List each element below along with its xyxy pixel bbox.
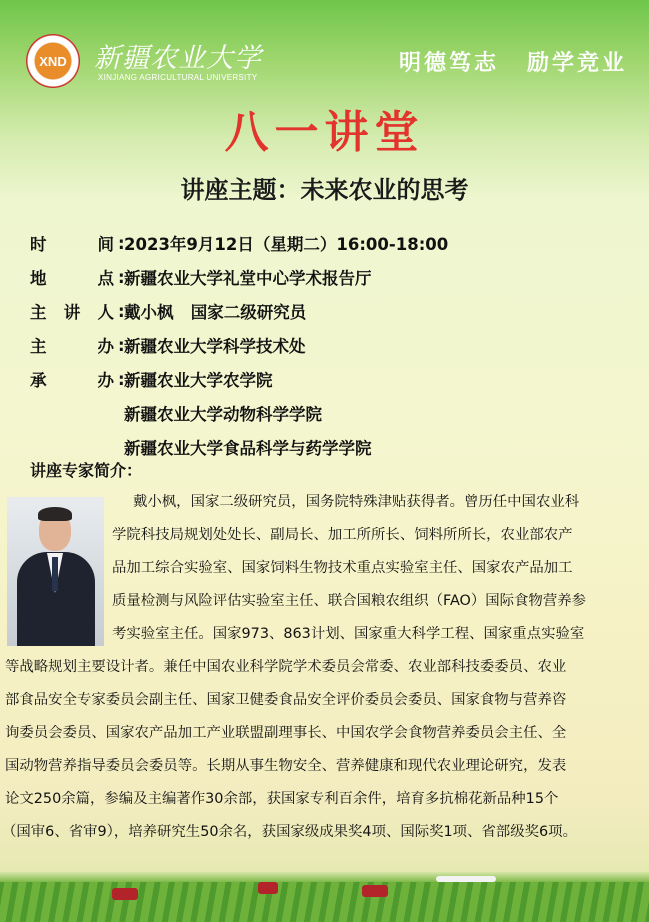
bio-line: 等战略规划主要设计者。兼任中国农业科学院学术委员会常委、农业部科技委委员、农业: [5, 659, 567, 675]
bio-line: 论文250余篇，参编及主编著作30余部，获国家专利百余件，培育多抗棉花新品种15个: [5, 791, 559, 807]
bio-line: 部食品安全专家委员会副主任、国家卫健委食品安全评价委员会委员、国家食物与营养咨: [5, 692, 567, 708]
header-logo: [26, 34, 80, 88]
lecture-topic: 讲座主题：未来农业的思考: [180, 176, 469, 204]
event-details: [30, 226, 448, 464]
label-char: 办: [97, 337, 114, 356]
bio-line: 询委员会委员、国家农产品加工产业联盟副理事长、中国农学会食物营养委员会主任、全: [5, 725, 567, 741]
label-char: 间: [97, 235, 114, 254]
label-char: 人: [97, 303, 114, 322]
organizer-value: 新疆农业大学动物科学学院: [124, 405, 322, 424]
university-name-en: XINJIANG AGRICULTURAL UNIVERSITY: [98, 73, 258, 82]
detail-place: 地 点 : 新疆农业大学礼堂中心学术报告厅: [30, 260, 448, 294]
host-value: 新疆农业大学科学技术处: [124, 337, 306, 356]
time-value: 2023年9月12日（星期二）16:00-18:00: [124, 235, 449, 254]
detail-organizer-cont: [30, 396, 448, 430]
logo-text: XND: [39, 53, 67, 69]
label-char: 讲: [63, 303, 81, 322]
speaker-photo: [7, 497, 104, 646]
label-char: 办: [97, 371, 114, 390]
university-name-cn: 新疆农业大学: [94, 43, 262, 74]
detail-organizer: 承 办 : 新疆农业大学农学院: [30, 362, 448, 396]
bio-line: 戴小枫，国家二级研究员，国务院特殊津贴获得者。曾历任中国农业科: [133, 494, 580, 510]
tractor-icon: [258, 882, 278, 894]
farm-field-banner: [0, 872, 649, 922]
label-char: 点: [97, 269, 114, 288]
label-char: 主: [30, 337, 47, 356]
tractor-icon: [362, 885, 388, 897]
place-value: 新疆农业大学礼堂中心学术报告厅: [124, 269, 372, 288]
detail-host: 主 办 : 新疆农业大学科学技术处: [30, 328, 448, 362]
plane-icon: [436, 876, 496, 882]
bio-line: （国审6、省审9），培养研究生50余名，获国家级成果奖4项、国际奖1项、省部级奖6项。: [2, 824, 577, 840]
page-title: 八一讲堂: [224, 107, 425, 158]
organizer-value: 新疆农业大学农学院: [124, 371, 273, 390]
bio-line: 国动物营养指导委员会委员等。长期从事生物安全、营养健康和现代农业理论研究，发表: [5, 758, 567, 774]
bio-line: 质量检测与风险评估实验室主任、联合国粮农组织（FAO）国际食物营养参: [112, 593, 586, 609]
speaker-value: 戴小枫 国家二级研究员: [124, 303, 307, 322]
label-char: 地: [30, 269, 47, 288]
motto: [399, 46, 627, 77]
motto-a: 明德笃志: [398, 51, 499, 76]
label-char: 主: [30, 303, 47, 322]
organizer-value: 新疆农业大学食品科学与药学学院: [124, 439, 372, 458]
intro-label: 讲座专家简介：: [30, 461, 143, 480]
motto-b: 励学竞业: [526, 51, 627, 76]
label-char: 时: [30, 235, 47, 254]
bio-line: 考实验室主任。国家973、863计划、国家重大科学工程、国家重点实验室: [112, 626, 585, 642]
tractor-icon: [112, 888, 138, 900]
bio-line: 品加工综合实验室、国家饲料生物技术重点实验室主任、国家农产品加工: [112, 560, 573, 576]
label-char: 承: [30, 371, 47, 390]
detail-time: 时 间 : 2023年9月12日（星期二）16:00-18:00: [30, 226, 448, 260]
bio-line: 学院科技局规划处处长、副局长、加工所所长、饲料所所长，农业部农产: [112, 527, 573, 543]
detail-speaker: 主 讲 人 : 戴小枫 国家二级研究员: [30, 294, 448, 328]
